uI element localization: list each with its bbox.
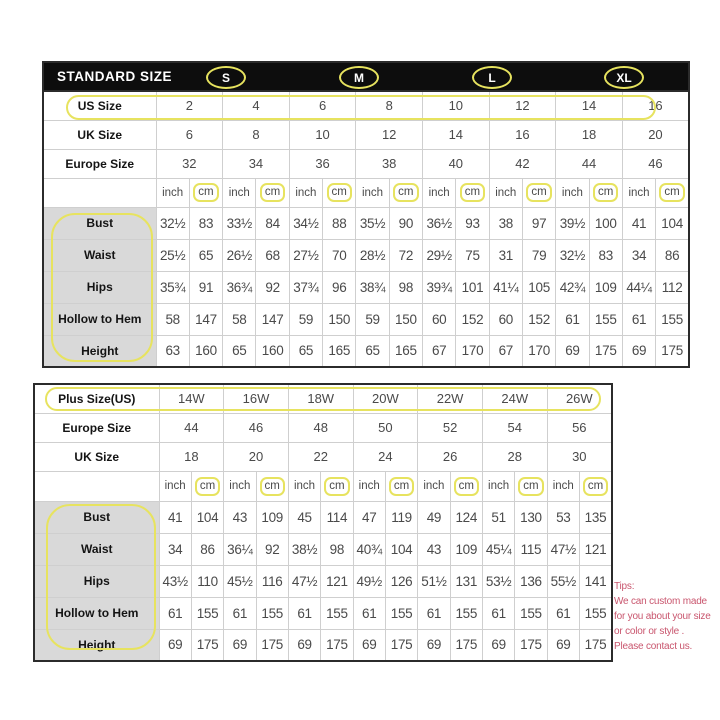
measure-value: 61 xyxy=(556,303,589,335)
unit-cm-badge: cm xyxy=(460,183,485,202)
row-label: UK Size xyxy=(43,120,156,149)
unit-cm-cell xyxy=(579,471,612,501)
size-value: 40 xyxy=(423,149,490,178)
measure-value: 130 xyxy=(515,501,547,533)
measure-value: 39¾ xyxy=(423,271,456,303)
measure-value: 69 xyxy=(547,629,579,661)
measure-value: 175 xyxy=(321,629,353,661)
measure-value: 155 xyxy=(515,597,547,629)
measure-row xyxy=(43,303,689,335)
measure-value: 31 xyxy=(489,239,522,271)
measure-value: 65 xyxy=(356,335,389,367)
measure-value: 33½ xyxy=(223,207,256,239)
size-group-s: S xyxy=(206,66,246,89)
unit-cm-badge: cm xyxy=(526,183,551,202)
measure-value: 28½ xyxy=(356,239,389,271)
size-value: 10 xyxy=(423,91,490,120)
row-label: US Size xyxy=(43,91,156,120)
measure-row xyxy=(43,207,689,239)
measure-value: 45 xyxy=(288,501,320,533)
unit-cm-badge: cm xyxy=(193,183,218,202)
measure-value: 32½ xyxy=(556,239,589,271)
measure-value: 61 xyxy=(418,597,450,629)
measure-value: 79 xyxy=(522,239,555,271)
measure-value: 60 xyxy=(423,303,456,335)
size-value: 20 xyxy=(622,120,689,149)
size-value: 22 xyxy=(288,442,353,471)
row-label: Europe Size xyxy=(43,149,156,178)
measure-value: 47½ xyxy=(547,533,579,565)
measure-value: 41 xyxy=(622,207,655,239)
measure-value: 59 xyxy=(356,303,389,335)
measure-value: 58 xyxy=(156,303,189,335)
measure-value: 152 xyxy=(522,303,555,335)
measure-row xyxy=(34,565,612,597)
measure-value: 35¾ xyxy=(156,271,189,303)
measure-value: 152 xyxy=(456,303,489,335)
size-value: 30 xyxy=(547,442,612,471)
size-value: 36 xyxy=(289,149,356,178)
measure-value: 44¼ xyxy=(622,271,655,303)
measure-value: 101 xyxy=(456,271,489,303)
measure-value: 36¾ xyxy=(223,271,256,303)
measure-value: 147 xyxy=(256,303,289,335)
tips-line: for you about your size xyxy=(614,611,711,622)
measure-value: 116 xyxy=(256,565,288,597)
measure-value: 100 xyxy=(589,207,622,239)
standard-size-grid xyxy=(42,90,690,368)
measure-value: 150 xyxy=(389,303,422,335)
measure-value: 97 xyxy=(522,207,555,239)
measure-value: 150 xyxy=(323,303,356,335)
measure-value: 96 xyxy=(323,271,356,303)
unit-inch: inch xyxy=(224,471,256,501)
size-group-l: L xyxy=(472,66,512,89)
unit-cm-cell xyxy=(589,178,622,207)
size-value: 46 xyxy=(224,413,289,442)
size-value: 6 xyxy=(289,91,356,120)
measure-value: 69 xyxy=(622,335,655,367)
measure-value: 131 xyxy=(450,565,482,597)
measure-value: 26½ xyxy=(223,239,256,271)
measure-value: 53 xyxy=(547,501,579,533)
measure-value: 60 xyxy=(489,303,522,335)
size-value: 16 xyxy=(489,120,556,149)
measure-value: 51½ xyxy=(418,565,450,597)
row-label: Europe Size xyxy=(34,413,159,442)
size-value: 16W xyxy=(224,384,289,413)
size-value: 22W xyxy=(418,384,483,413)
measure-value: 110 xyxy=(191,565,223,597)
row-label: Hips xyxy=(34,565,159,597)
size-row xyxy=(43,149,689,178)
unit-inch: inch xyxy=(547,471,579,501)
measure-value: 170 xyxy=(522,335,555,367)
measure-value: 58 xyxy=(223,303,256,335)
unit-row xyxy=(34,471,612,501)
measure-value: 135 xyxy=(579,501,612,533)
measure-value: 69 xyxy=(418,629,450,661)
measure-value: 109 xyxy=(450,533,482,565)
unit-cm-badge: cm xyxy=(195,477,220,496)
row-label: Hollow to Hem xyxy=(43,303,156,335)
size-value: 28 xyxy=(482,442,547,471)
unit-inch: inch xyxy=(482,471,514,501)
measure-value: 109 xyxy=(589,271,622,303)
measure-value: 84 xyxy=(256,207,289,239)
measure-value: 41¼ xyxy=(489,271,522,303)
size-value: 26W xyxy=(547,384,612,413)
measure-value: 112 xyxy=(656,271,689,303)
size-value: 56 xyxy=(547,413,612,442)
measure-value: 91 xyxy=(189,271,222,303)
measure-value: 90 xyxy=(389,207,422,239)
measure-value: 69 xyxy=(353,629,385,661)
measure-value: 109 xyxy=(256,501,288,533)
unit-cm-badge: cm xyxy=(260,477,285,496)
unit-cm-cell xyxy=(385,471,417,501)
unit-cm-cell xyxy=(256,471,288,501)
unit-cm-badge: cm xyxy=(518,477,543,496)
unit-cm-badge: cm xyxy=(583,477,608,496)
measure-value: 155 xyxy=(656,303,689,335)
unit-inch: inch xyxy=(356,178,389,207)
measure-value: 34½ xyxy=(289,207,322,239)
row-label: Plus Size(US) xyxy=(34,384,159,413)
measure-value: 98 xyxy=(389,271,422,303)
measure-value: 175 xyxy=(589,335,622,367)
unit-row-label xyxy=(34,471,159,501)
unit-inch: inch xyxy=(159,471,191,501)
tips-line: or color or style . xyxy=(614,626,685,637)
measure-value: 86 xyxy=(191,533,223,565)
unit-inch: inch xyxy=(423,178,456,207)
measure-value: 126 xyxy=(385,565,417,597)
measure-value: 170 xyxy=(456,335,489,367)
size-value: 12 xyxy=(489,91,556,120)
measure-value: 147 xyxy=(189,303,222,335)
measure-value: 160 xyxy=(189,335,222,367)
measure-value: 98 xyxy=(321,533,353,565)
measure-value: 155 xyxy=(191,597,223,629)
size-row xyxy=(34,384,612,413)
unit-row xyxy=(43,178,689,207)
measure-value: 35½ xyxy=(356,207,389,239)
unit-cm-badge: cm xyxy=(593,183,618,202)
measure-value: 37¾ xyxy=(289,271,322,303)
standard-size-title: STANDARD SIZE xyxy=(57,69,173,84)
size-row xyxy=(43,91,689,120)
measure-value: 39½ xyxy=(556,207,589,239)
measure-value: 175 xyxy=(450,629,482,661)
size-value: 34 xyxy=(223,149,290,178)
plus-size-table xyxy=(33,383,613,662)
measure-value: 68 xyxy=(256,239,289,271)
measure-value: 141 xyxy=(579,565,612,597)
size-value: 18 xyxy=(556,120,623,149)
measure-value: 34 xyxy=(159,533,191,565)
measure-value: 69 xyxy=(482,629,514,661)
row-label: Bust xyxy=(34,501,159,533)
measure-value: 47 xyxy=(353,501,385,533)
unit-cm-cell xyxy=(389,178,422,207)
measure-row xyxy=(34,597,612,629)
measure-value: 83 xyxy=(189,207,222,239)
measure-value: 65 xyxy=(189,239,222,271)
measure-value: 49 xyxy=(418,501,450,533)
unit-cm-badge: cm xyxy=(393,183,418,202)
measure-value: 165 xyxy=(389,335,422,367)
unit-cm-badge: cm xyxy=(454,477,479,496)
measure-value: 136 xyxy=(515,565,547,597)
unit-cm-cell xyxy=(450,471,482,501)
size-value: 42 xyxy=(489,149,556,178)
size-value: 2 xyxy=(156,91,223,120)
measure-value: 155 xyxy=(321,597,353,629)
measure-value: 47½ xyxy=(288,565,320,597)
measure-value: 86 xyxy=(656,239,689,271)
measure-value: 104 xyxy=(656,207,689,239)
measure-value: 32½ xyxy=(156,207,189,239)
measure-value: 43 xyxy=(418,533,450,565)
size-value: 48 xyxy=(288,413,353,442)
unit-cm-cell xyxy=(256,178,289,207)
size-value: 52 xyxy=(418,413,483,442)
size-value: 24 xyxy=(353,442,418,471)
measure-value: 40¾ xyxy=(353,533,385,565)
measure-row xyxy=(34,501,612,533)
measure-value: 38 xyxy=(489,207,522,239)
size-value: 4 xyxy=(223,91,290,120)
measure-value: 121 xyxy=(579,533,612,565)
measure-value: 175 xyxy=(256,629,288,661)
size-value: 10 xyxy=(289,120,356,149)
tips-line: We can custom made xyxy=(614,596,707,607)
measure-value: 124 xyxy=(450,501,482,533)
measure-value: 70 xyxy=(323,239,356,271)
measure-value: 115 xyxy=(515,533,547,565)
measure-value: 61 xyxy=(288,597,320,629)
unit-cm-cell xyxy=(515,471,547,501)
size-value: 44 xyxy=(159,413,224,442)
measure-value: 59 xyxy=(289,303,322,335)
unit-inch: inch xyxy=(353,471,385,501)
plus-size-grid xyxy=(33,383,613,662)
unit-cm-badge: cm xyxy=(389,477,414,496)
row-label: Hollow to Hem xyxy=(34,597,159,629)
measure-value: 69 xyxy=(159,629,191,661)
measure-value: 53½ xyxy=(482,565,514,597)
row-label: Bust xyxy=(43,207,156,239)
measure-value: 69 xyxy=(556,335,589,367)
size-value: 32 xyxy=(156,149,223,178)
measure-row xyxy=(43,271,689,303)
size-value: 18 xyxy=(159,442,224,471)
size-value: 6 xyxy=(156,120,223,149)
unit-row-label xyxy=(43,178,156,207)
measure-value: 45½ xyxy=(224,565,256,597)
unit-cm-cell xyxy=(456,178,489,207)
row-label: Height xyxy=(43,335,156,367)
measure-value: 93 xyxy=(456,207,489,239)
unit-inch: inch xyxy=(556,178,589,207)
size-row xyxy=(34,413,612,442)
measure-value: 41 xyxy=(159,501,191,533)
measure-value: 65 xyxy=(289,335,322,367)
unit-inch: inch xyxy=(622,178,655,207)
row-label: Waist xyxy=(43,239,156,271)
measure-value: 43 xyxy=(224,501,256,533)
measure-value: 55½ xyxy=(547,565,579,597)
size-value: 16 xyxy=(622,91,689,120)
size-group-m: M xyxy=(339,66,379,89)
measure-value: 63 xyxy=(156,335,189,367)
unit-cm-cell xyxy=(191,471,223,501)
measure-value: 175 xyxy=(579,629,612,661)
measure-value: 61 xyxy=(224,597,256,629)
standard-size-header-band xyxy=(42,61,690,90)
row-label: UK Size xyxy=(34,442,159,471)
measure-value: 61 xyxy=(622,303,655,335)
measure-value: 51 xyxy=(482,501,514,533)
measure-value: 69 xyxy=(288,629,320,661)
measure-value: 165 xyxy=(323,335,356,367)
unit-inch: inch xyxy=(223,178,256,207)
measure-value: 72 xyxy=(389,239,422,271)
unit-inch: inch xyxy=(418,471,450,501)
size-row xyxy=(34,442,612,471)
measure-value: 92 xyxy=(256,271,289,303)
tips-title: Tips: xyxy=(614,581,635,592)
measure-row xyxy=(43,239,689,271)
measure-value: 155 xyxy=(256,597,288,629)
size-value: 20W xyxy=(353,384,418,413)
size-value: 50 xyxy=(353,413,418,442)
unit-cm-cell xyxy=(321,471,353,501)
measure-value: 121 xyxy=(321,565,353,597)
measure-value: 38¾ xyxy=(356,271,389,303)
measure-value: 69 xyxy=(224,629,256,661)
unit-cm-badge: cm xyxy=(327,183,352,202)
unit-inch: inch xyxy=(156,178,189,207)
measure-value: 160 xyxy=(256,335,289,367)
measure-row xyxy=(43,335,689,367)
row-label: Hips xyxy=(43,271,156,303)
measure-value: 43½ xyxy=(159,565,191,597)
measure-value: 61 xyxy=(353,597,385,629)
measure-value: 67 xyxy=(489,335,522,367)
size-value: 44 xyxy=(556,149,623,178)
measure-value: 61 xyxy=(547,597,579,629)
measure-value: 61 xyxy=(482,597,514,629)
measure-value: 61 xyxy=(159,597,191,629)
size-value: 14 xyxy=(423,120,490,149)
measure-value: 175 xyxy=(385,629,417,661)
measure-value: 65 xyxy=(223,335,256,367)
measure-row xyxy=(34,629,612,661)
unit-cm-cell xyxy=(189,178,222,207)
unit-cm-cell xyxy=(656,178,689,207)
measure-value: 105 xyxy=(522,271,555,303)
measure-value: 175 xyxy=(191,629,223,661)
unit-cm-badge: cm xyxy=(659,183,684,202)
measure-value: 175 xyxy=(656,335,689,367)
measure-value: 38½ xyxy=(288,533,320,565)
measure-value: 34 xyxy=(622,239,655,271)
measure-value: 155 xyxy=(450,597,482,629)
unit-cm-cell xyxy=(323,178,356,207)
unit-inch: inch xyxy=(288,471,320,501)
measure-value: 175 xyxy=(515,629,547,661)
measure-value: 114 xyxy=(321,501,353,533)
standard-size-table xyxy=(42,61,690,368)
unit-cm-badge: cm xyxy=(324,477,349,496)
measure-row xyxy=(34,533,612,565)
measure-value: 92 xyxy=(256,533,288,565)
tips-line: Please contact us. xyxy=(614,641,693,652)
size-value: 20 xyxy=(224,442,289,471)
size-value: 54 xyxy=(482,413,547,442)
unit-inch: inch xyxy=(289,178,322,207)
row-label: Height xyxy=(34,629,159,661)
measure-value: 49½ xyxy=(353,565,385,597)
size-group-xl: XL xyxy=(604,66,644,89)
measure-value: 155 xyxy=(589,303,622,335)
size-value: 8 xyxy=(356,91,423,120)
measure-value: 29½ xyxy=(423,239,456,271)
measure-value: 155 xyxy=(385,597,417,629)
measure-value: 75 xyxy=(456,239,489,271)
size-value: 12 xyxy=(356,120,423,149)
measure-value: 155 xyxy=(579,597,612,629)
measure-value: 104 xyxy=(385,533,417,565)
size-value: 38 xyxy=(356,149,423,178)
size-value: 26 xyxy=(418,442,483,471)
measure-value: 104 xyxy=(191,501,223,533)
size-value: 14W xyxy=(159,384,224,413)
measure-value: 88 xyxy=(323,207,356,239)
measure-value: 67 xyxy=(423,335,456,367)
tips-note xyxy=(614,579,718,654)
size-row xyxy=(43,120,689,149)
measure-value: 119 xyxy=(385,501,417,533)
size-value: 14 xyxy=(556,91,623,120)
measure-value: 27½ xyxy=(289,239,322,271)
measure-value: 45¼ xyxy=(482,533,514,565)
measure-value: 36¼ xyxy=(224,533,256,565)
size-value: 8 xyxy=(223,120,290,149)
measure-value: 25½ xyxy=(156,239,189,271)
measure-value: 42¾ xyxy=(556,271,589,303)
measure-value: 83 xyxy=(589,239,622,271)
size-value: 24W xyxy=(482,384,547,413)
size-value: 18W xyxy=(288,384,353,413)
measure-value: 36½ xyxy=(423,207,456,239)
unit-cm-badge: cm xyxy=(260,183,285,202)
size-value: 46 xyxy=(622,149,689,178)
unit-inch: inch xyxy=(489,178,522,207)
row-label: Waist xyxy=(34,533,159,565)
unit-cm-cell xyxy=(522,178,555,207)
